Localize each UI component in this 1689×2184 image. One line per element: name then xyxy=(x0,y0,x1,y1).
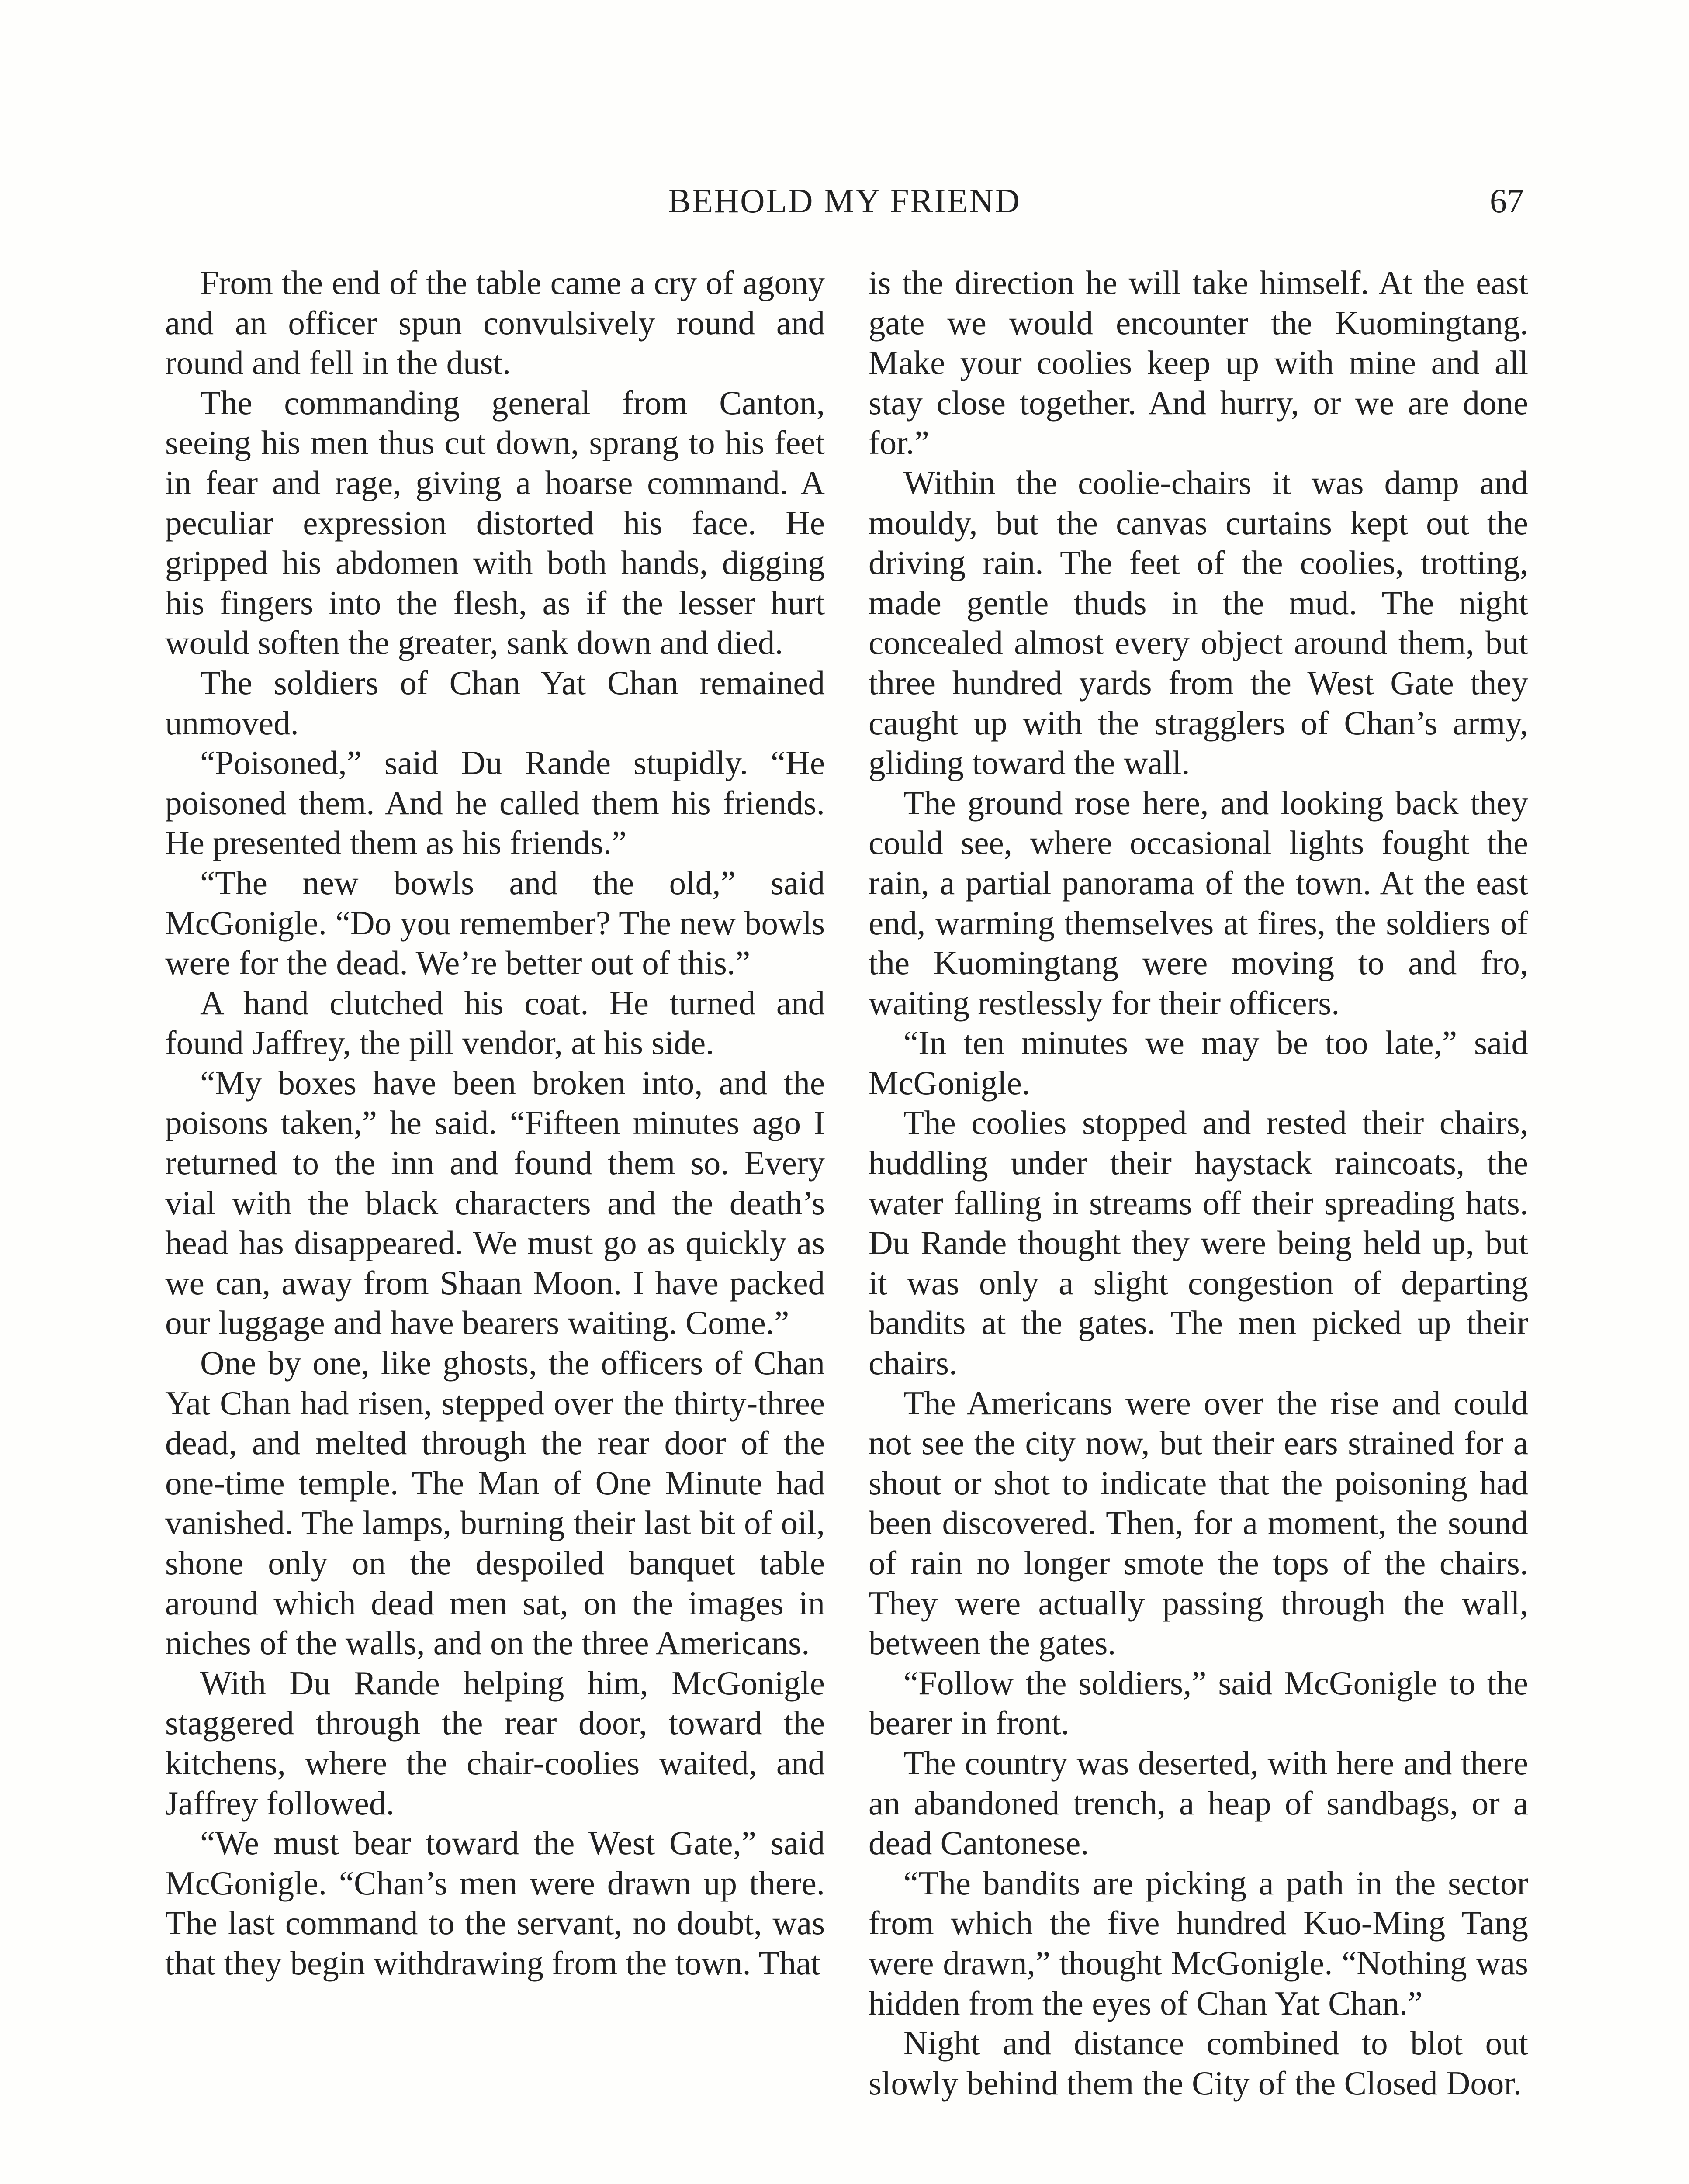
running-head: BEHOLD MY FRIEND xyxy=(668,182,1021,220)
paragraph: The coolies stopped and rested their chairs, huddling under their haystack raincoats, the water falling in streams off their spreading hats. Du Rande thought they were being held up, but it was only a slight congestion of departing bandits at the gates. The men picked up their chairs. xyxy=(869,1104,1528,1382)
paragraph: “The new bowls and the old,” said McGonigle. “Do you remember? The new bowls were for the dead. We’re better out of this.” xyxy=(165,864,825,982)
right-column xyxy=(869,263,1528,2103)
paragraph: “Follow the soldiers,” said McGonigle to the bearer in front. xyxy=(869,1664,1528,1742)
paragraph: With Du Rande helping him, McGonigle staggered through the rear door, toward the kitchens, where the chair-coolies waited, and Jaffrey followed. xyxy=(165,1664,825,1822)
paragraph: The commanding general from Canton, seeing his men thus cut down, sprang to his feet in fear and rage, giving a hoarse command. A peculiar expression distorted his face. He gripped his abdomen with both hands, digging his fingers into the flesh, as if the lesser hurt would soften the greater, sank down and died. xyxy=(165,384,825,662)
paragraph: The soldiers of Chan Yat Chan remained unmoved. xyxy=(165,663,825,742)
paragraph: A hand clutched his coat. He turned and found Jaffrey, the pill vendor, at his side. xyxy=(165,984,825,1062)
left-column xyxy=(165,263,825,1984)
paragraph: The Americans were over the rise and could not see the city now, but their ears strained for a shout or shot to indicate that the poisoning had been discovered. Then, for a moment, the sound of rain no longer smote the tops of the chairs. They were actually passing through the wall, between the gates. xyxy=(869,1384,1528,1662)
paragraph: “Poisoned,” said Du Rande stupidly. “He poisoned them. And he called them his friends. He presented them as his friends.” xyxy=(165,744,825,862)
paragraph: “We must bear toward the West Gate,” said McGonigle. “Chan’s men were drawn up there. The last command to the servant, no doubt, was that they begin withdrawing from the town. That xyxy=(165,1824,825,1982)
page-number: 67 xyxy=(1490,182,1524,220)
paragraph: The ground rose here, and looking back they could see, where occasional lights fought the rain, a partial panorama of the town. At the east end, warming themselves at fires, the soldiers of the Kuomingtang were moving to and fro, waiting restlessly for their officers. xyxy=(869,784,1528,1022)
page-header xyxy=(165,177,1524,225)
paragraph: From the end of the table came a cry of agony and an officer spun convulsively round and round and fell in the dust. xyxy=(165,264,825,382)
paragraph: “My boxes have been broken into, and the poisons taken,” he said. “Fifteen minutes ago I returned to the inn and found them so. Every vial with the black characters and the death’s head has disappeared. We must go as quickly as we can, away from Shaan Moon. I have packed our luggage and have bearers waiting. Come.” xyxy=(165,1064,825,1342)
paragraph: Night and distance combined to blot out slowly behind them the City of the Closed Door. xyxy=(869,2024,1528,2102)
paragraph: “The bandits are picking a path in the sector from which the five hundred Kuo-Ming Tang were drawn,” thought McGonigle. “Nothing was hidden from the eyes of Chan Yat Chan.” xyxy=(869,1864,1528,2022)
paragraph-continued: is the direction he will take himself. At the east gate we would encounter the Kuomingtang. Make your coolies keep up with mine and all stay close together. And hurry, or we are done for.” xyxy=(869,264,1528,462)
paragraph: One by one, like ghosts, the officers of Chan Yat Chan had risen, stepped over the thirty-three dead, and melted through the rear door of the one-time temple. The Man of One Minute had vanished. The lamps, burning their last bit of oil, shone only on the despoiled banquet table around which dead men sat, on the images in niches of the walls, and on the three Americans. xyxy=(165,1344,825,1662)
paragraph: Within the coolie-chairs it was damp and mouldy, but the canvas curtains kept out the driving rain. The feet of the coolies, trotting, made gentle thuds in the mud. The night concealed almost every object around them, but three hundred yards from the West Gate they caught up with the stragglers of Chan’s army, gliding toward the wall. xyxy=(869,463,1528,782)
paragraph: “In ten minutes we may be too late,” said McGonigle. xyxy=(869,1024,1528,1102)
paragraph: The country was deserted, with here and there an abandoned trench, a heap of sandbags, or a dead Cantonese. xyxy=(869,1744,1528,1862)
